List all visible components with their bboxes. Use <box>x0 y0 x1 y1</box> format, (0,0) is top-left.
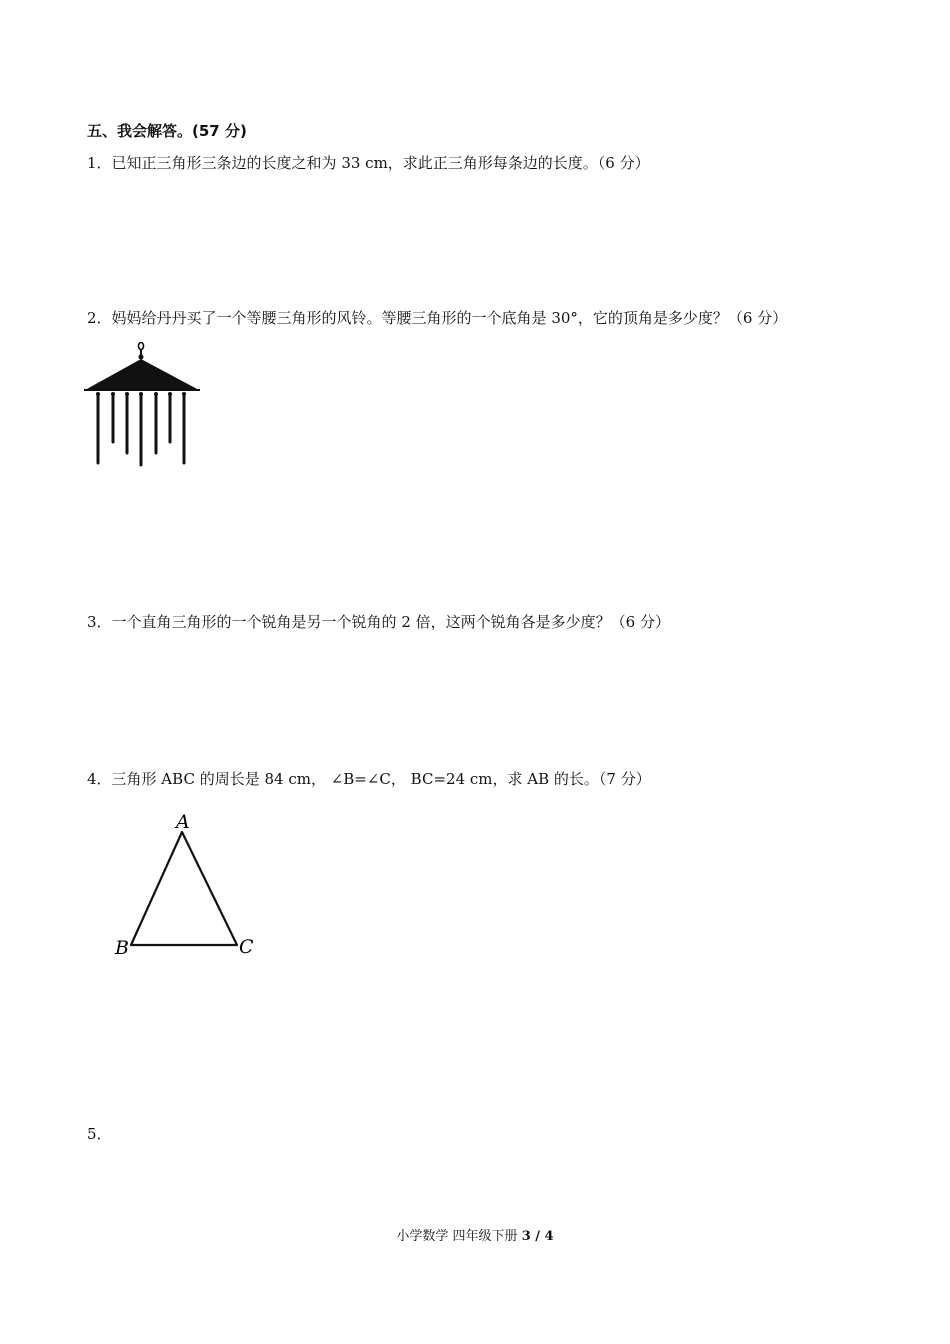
section-heading: 五、我会解答。(57 分) <box>87 122 247 140</box>
footer-subject: 小学数学 四年级下册 <box>396 1229 518 1244</box>
question-1: 1．已知正三角形三条边的长度之和为 33 cm，求此正三角形每条边的长度。（6 分） <box>87 154 650 172</box>
vertex-c-label: C <box>239 936 254 958</box>
triangle-icon <box>110 808 270 968</box>
vertex-a-label: A <box>176 811 190 833</box>
page-number: 3 / 4 <box>521 1229 554 1244</box>
question-4: 4．三角形 ABC 的周长是 84 cm， ∠B=∠C， BC=24 cm，求 AB 的长。（7 分） <box>87 770 651 788</box>
triangle-abc-figure <box>110 808 270 972</box>
wind-chime-figure <box>84 342 204 474</box>
question-5: 5． <box>87 1125 112 1143</box>
question-3: 3．一个直角三角形的一个锐角是另一个锐角的 2 倍，这两个锐角各是多少度？（6 分） <box>87 613 670 631</box>
question-2: 2．妈妈给丹丹买了一个等腰三角形的风铃。等腰三角形的一个底角是 30°，它的顶角是多少度？（6 分） <box>87 309 788 327</box>
page-footer <box>0 1228 950 1246</box>
wind-chime-icon <box>84 342 204 470</box>
vertex-b-label: B <box>115 937 129 959</box>
